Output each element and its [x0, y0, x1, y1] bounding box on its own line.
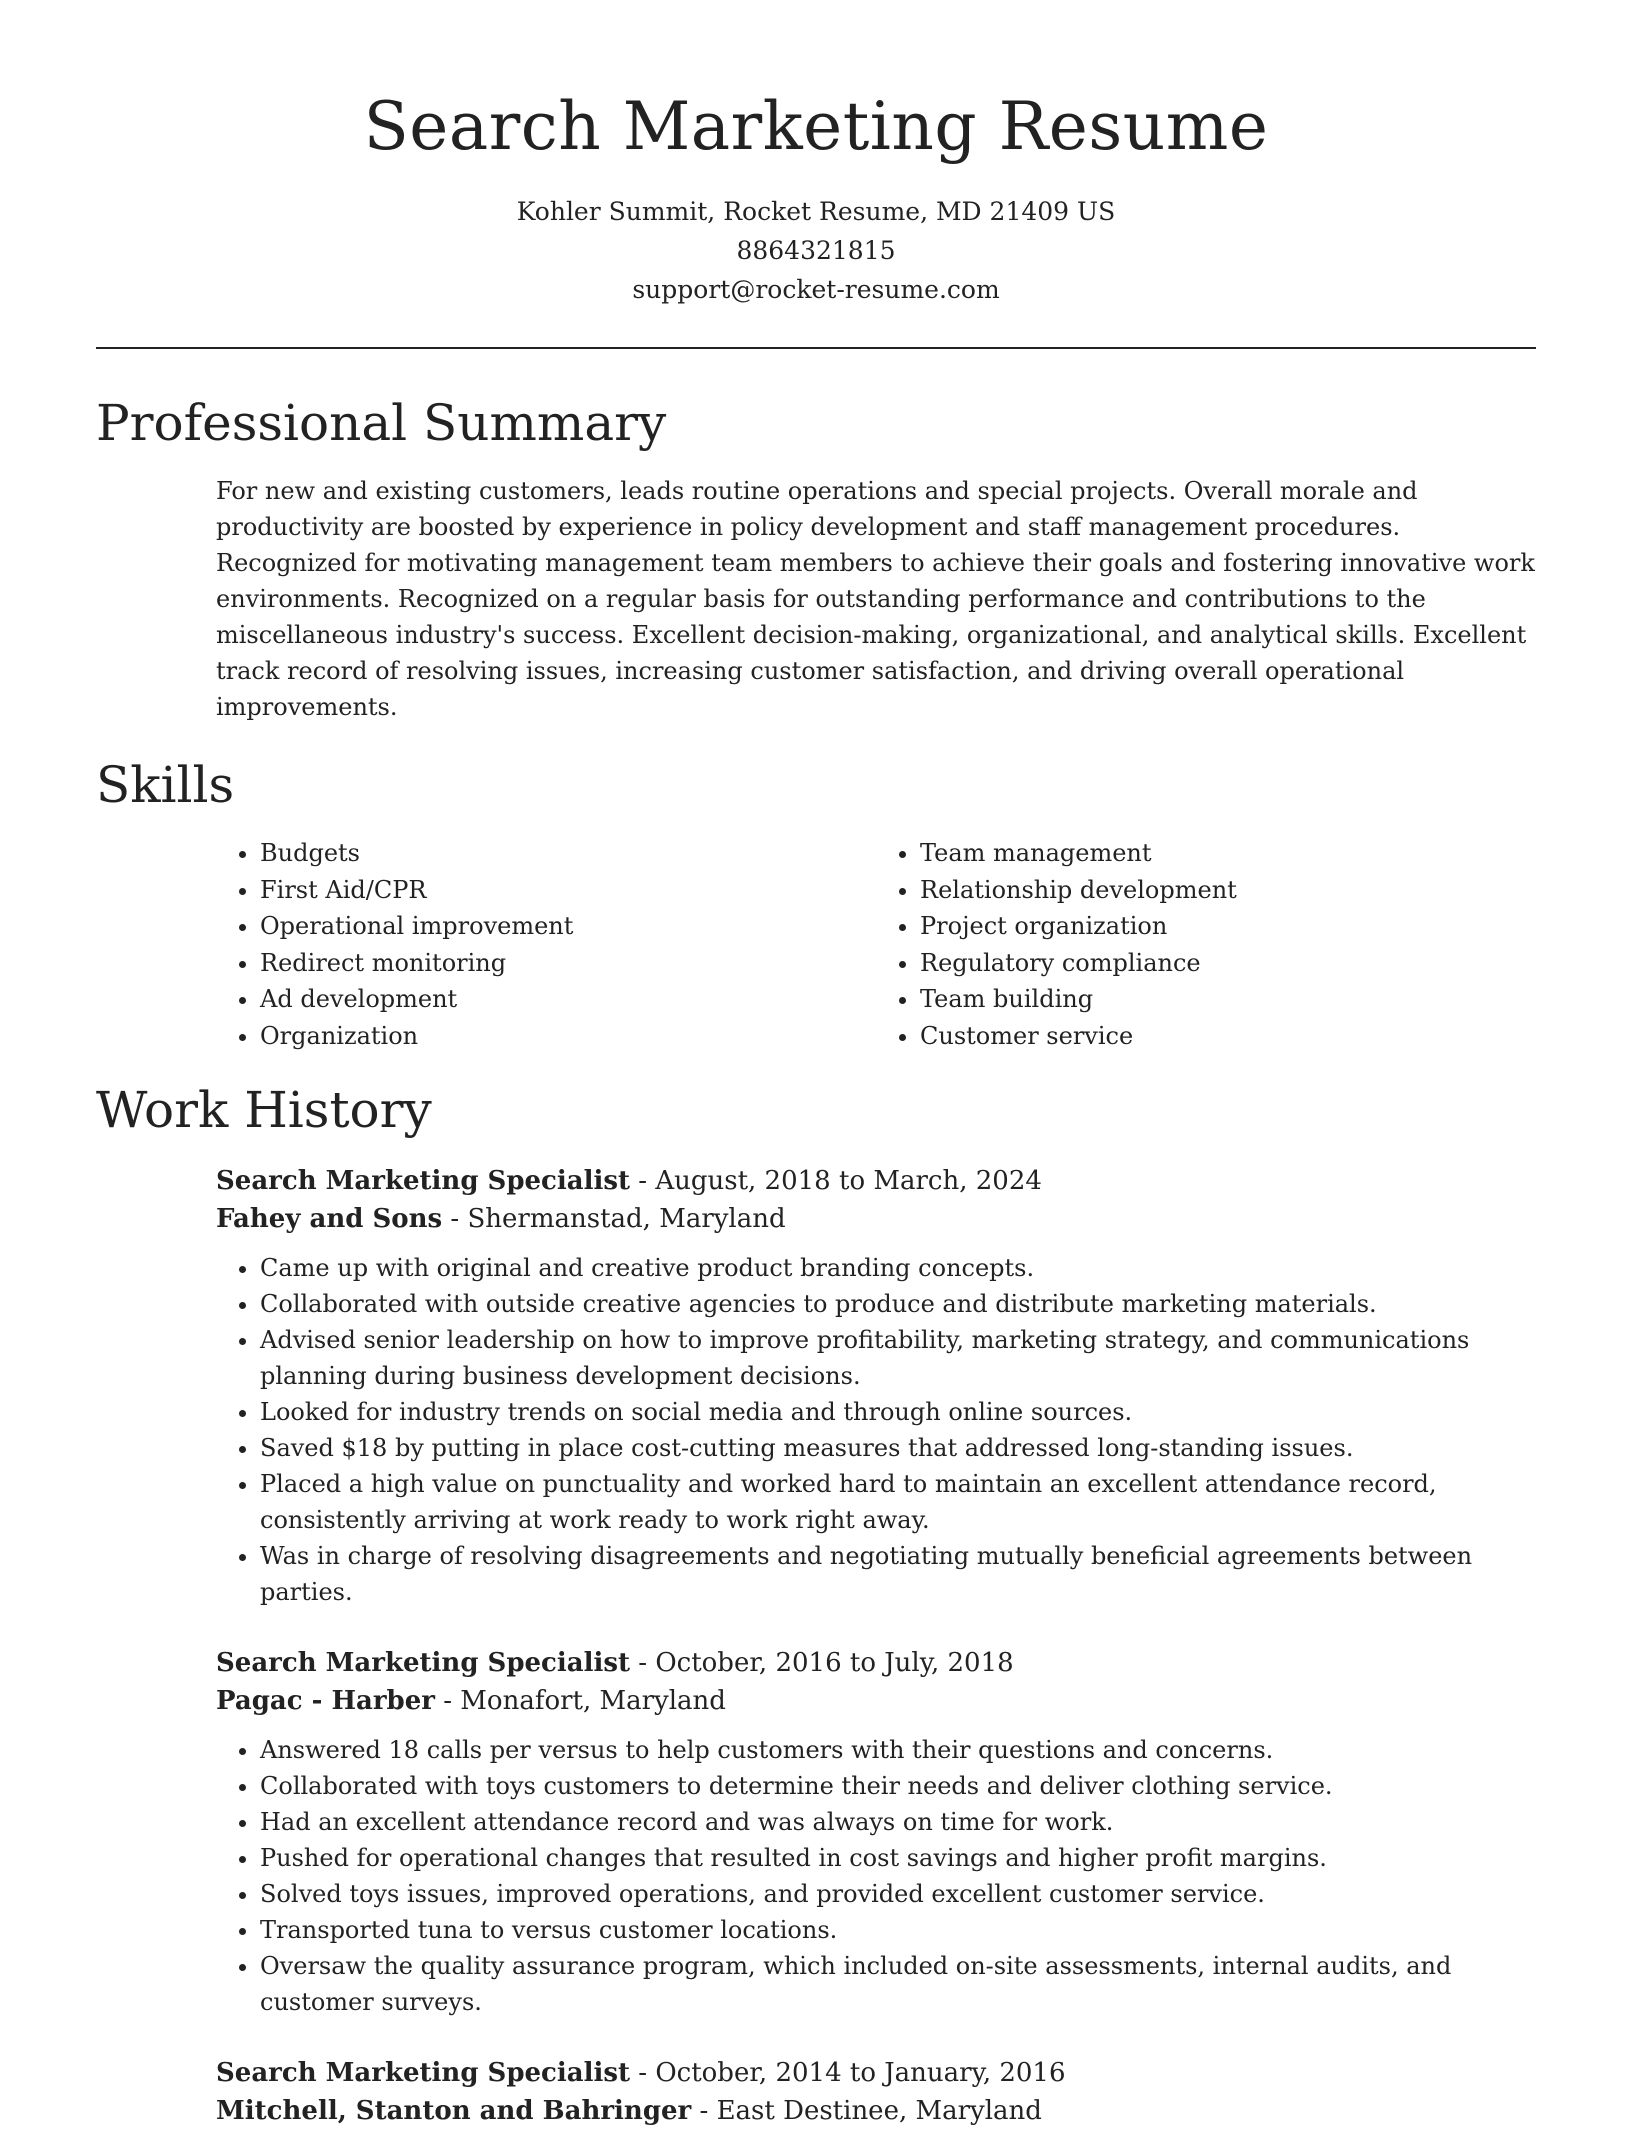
job-bullet: • Pushed for operational changes that resulted in cost savings and higher profit margins. [260, 1840, 1536, 1876]
resume-title: Search Marketing Resume [363, 88, 1269, 165]
summary-section [96, 391, 1536, 725]
work-history-section [96, 1078, 1536, 2130]
job-bullets [216, 1250, 1536, 1610]
skills-grid [216, 835, 1536, 1054]
skill-item: • Operational improvement [260, 908, 876, 945]
resume-header [96, 0, 1536, 309]
job-title-line [216, 1162, 1536, 1200]
job-company-line [216, 1682, 1536, 1720]
job-bullet: • Answered 18 calls per versus to help customers with their questions and concerns. [260, 1732, 1536, 1768]
job-dates: - October, 2016 to July, 2018 [630, 1648, 1014, 1678]
summary-text: For new and existing customers, leads routine operations and special projects. Overall morale and productivity are boosted by experience in policy development and staff management procedures. Recognized for motivating management team members to achieve their goals and fostering innovative work environments. Recognized on a regular basis for outstanding performance and contributions to the miscellaneous industry's success. Excellent decision-making, organizational, and analytical skills. Excellent track record of resolving issues, increasing customer satisfaction, and driving overall operational improvements. [216, 477, 1535, 721]
job-title-line [216, 1644, 1536, 1682]
contact-email: support@rocket-resume.com [632, 275, 1000, 304]
skills-column-left [216, 835, 876, 1054]
header-divider [96, 347, 1536, 349]
job-title: Search Marketing Specialist [216, 2058, 631, 2088]
contact-block [96, 192, 1536, 309]
skill-item: • Project organization [920, 908, 1536, 945]
job-bullet: • Solved toys issues, improved operations, and provided excellent customer service. [260, 1876, 1536, 1912]
skills-column-right [876, 835, 1536, 1054]
job-bullet: • Looked for industry trends on social media and through online sources. [260, 1394, 1536, 1430]
job-bullet: • Oversaw the quality assurance program, which included on-site assessments, internal audits, and customer surveys. [260, 1948, 1536, 2020]
skills-section [96, 753, 1536, 1054]
job-entry [216, 2054, 1536, 2130]
job-company-line [216, 2092, 1536, 2130]
job-title: Search Marketing Specialist [216, 1166, 631, 1196]
skill-item: • Organization [260, 1018, 876, 1055]
skill-item: • Ad development [260, 981, 876, 1018]
job-location: - East Destinee, Maryland [691, 2096, 1042, 2126]
contact-address: Kohler Summit, Rocket Resume, MD 21409 US [516, 197, 1116, 226]
job-entry [216, 1162, 1536, 1610]
job-bullet: • Saved $18 by putting in place cost-cutting measures that addressed long-standing issues. [260, 1430, 1536, 1466]
job-bullet: • Came up with original and creative product branding concepts. [260, 1250, 1536, 1286]
skill-item: • Regulatory compliance [920, 945, 1536, 982]
job-bullet: • Collaborated with outside creative agencies to produce and distribute marketing materials. [260, 1286, 1536, 1322]
skill-item: • First Aid/CPR [260, 872, 876, 909]
job-bullets [216, 1732, 1536, 2020]
skill-item: • Relationship development [920, 872, 1536, 909]
skill-item: • Redirect monitoring [260, 945, 876, 982]
job-bullet: • Collaborated with toys customers to determine their needs and deliver clothing service. [260, 1768, 1536, 1804]
skill-item: • Team building [920, 981, 1536, 1018]
job-company: Pagac - Harber [216, 1686, 435, 1716]
resume-page [96, 0, 1536, 2130]
job-bullet: • Transported tuna to versus customer locations. [260, 1912, 1536, 1948]
job-company: Fahey and Sons [216, 1204, 443, 1234]
summary-heading: Professional Summary [96, 394, 667, 452]
job-company-line [216, 1200, 1536, 1238]
job-title: Search Marketing Specialist [216, 1648, 631, 1678]
job-company: Mitchell, Stanton and Bahringer [216, 2096, 692, 2126]
contact-phone: 8864321815 [736, 236, 896, 265]
skill-item: • Team management [920, 835, 1536, 872]
job-bullet: • Was in charge of resolving disagreements and negotiating mutually beneficial agreements between parties. [260, 1538, 1536, 1610]
job-location: - Monafort, Maryland [434, 1686, 726, 1716]
job-dates: - October, 2014 to January, 2016 [630, 2058, 1066, 2088]
job-title-line [216, 2054, 1536, 2092]
job-entry [216, 1644, 1536, 2020]
job-bullet: • Placed a high value on punctuality and worked hard to maintain an excellent attendance record, consistently arriving at work ready to work right away. [260, 1466, 1536, 1538]
job-bullet: • Advised senior leadership on how to improve profitability, marketing strategy, and communications planning during business development decisions. [260, 1322, 1536, 1394]
skill-item: • Budgets [260, 835, 876, 872]
job-location: - Shermanstad, Maryland [442, 1204, 786, 1234]
work-history-heading: Work History [96, 1081, 432, 1139]
skills-heading: Skills [96, 756, 235, 814]
skill-item: • Customer service [920, 1018, 1536, 1055]
job-dates: - August, 2018 to March, 2024 [630, 1166, 1042, 1196]
job-bullet: • Had an excellent attendance record and was always on time for work. [260, 1804, 1536, 1840]
